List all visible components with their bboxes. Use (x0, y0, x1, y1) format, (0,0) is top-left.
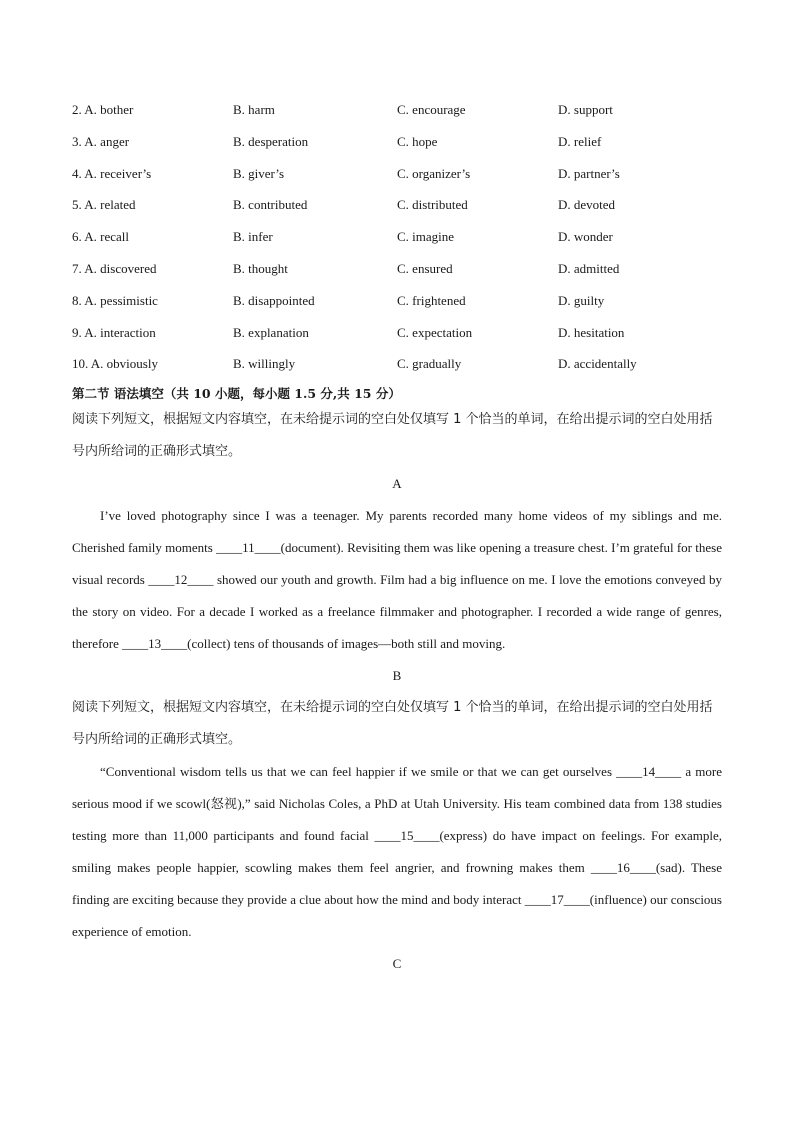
passage-b-instruction: 阅读下列短文，根据短文内容填空，在未给提示词的空白处仅填写 1 个恰当的单词，在给出提示词的空白处用括号内所给词的正确形式填空。 (72, 700, 713, 748)
option-d: D. support (558, 102, 613, 117)
option-d: D. accidentally (558, 356, 637, 372)
option-b: B. disappointed (233, 292, 315, 308)
option-row (72, 259, 722, 291)
option-d: D. partner’s (558, 165, 620, 181)
option-d: D. relief (558, 133, 602, 149)
option-c: C. imagine (397, 229, 455, 245)
option-row (72, 132, 722, 164)
option-row (72, 195, 722, 227)
option-a: 2. A. bother (72, 102, 134, 117)
option-a: 3. A. anger (72, 133, 130, 149)
option-a: 6. A. recall (72, 229, 130, 245)
option-c: C. hope (397, 133, 438, 149)
option-a: 4. A. receiver’s (72, 165, 152, 181)
option-b: B. willingly (233, 356, 296, 372)
option-c: C. organizer’s (397, 165, 471, 181)
passage-a-label: A (392, 476, 402, 492)
passage-a-text: I’ve loved photography since I was a teenager. My parents recorded many home videos of my siblings and me. Cherished family moments ____11____(document). Revisiting them was like opening a treasure chest. I’m grateful for these visual records ____12____ showed our youth and growth. Film had a big influence on me. I love the emotions conveyed by the story on video. For a decade I worked as a freelance filmmaker and photographer. I recorded a wide range of genres, therefore ____13____(collect) tens of thousands of images—both still and moving. (72, 508, 722, 652)
option-b: B. harm (233, 102, 275, 117)
passage-c-label: C (392, 956, 402, 972)
option-d: D. admitted (558, 260, 620, 276)
option-row (72, 323, 722, 355)
option-c: C. frightened (397, 292, 466, 308)
option-a: 5. A. related (72, 197, 136, 213)
option-b: B. desperation (233, 133, 309, 149)
option-d: D. devoted (558, 197, 616, 213)
option-row (72, 164, 722, 196)
option-c: C. ensured (397, 260, 453, 276)
option-row (72, 354, 722, 374)
option-c: C. gradually (397, 356, 462, 372)
option-d: D. wonder (558, 229, 613, 245)
option-b: B. infer (233, 229, 273, 245)
option-d: D. hesitation (558, 324, 625, 340)
passage-b-text: “Conventional wisdom tells us that we can feel happier if we smile or that we can get ourselves ____14____ a more serious mood if we scowl(怒视),” said Nicholas Coles, a PhD at Utah University. His team combined data from 138 studies testing more than 11,000 participants and found facial ____15____(express) do have impact on feelings. For example, smiling makes people happier, scowling makes them feel angrier, and frowning makes them ____16____(sad). These finding are exciting because they provide a clue about how the mind and body interact ____17____(influence) our conscious experience of emotion. (72, 764, 722, 940)
section-title: 第二节 语法填空（共 10 小题，每小题 1.5 分,共 15 分） (72, 386, 401, 402)
option-b: B. contributed (233, 197, 308, 213)
option-a: 8. A. pessimistic (72, 292, 158, 308)
option-row (72, 291, 722, 323)
option-c: C. expectation (397, 324, 473, 340)
option-d: D. guilty (558, 292, 605, 308)
worksheet-page (72, 100, 722, 980)
option-a: 10. A. obviously (72, 356, 158, 372)
option-c: C. distributed (397, 197, 468, 213)
instruction-text: 阅读下列短文，根据短文内容填空，在未给提示词的空白处仅填写 1 个恰当的单词，在给出提示词的空白处用括号内所给词的正确形式填空。 (72, 412, 713, 460)
option-b: B. explanation (233, 324, 309, 340)
option-a: 7. A. discovered (72, 260, 157, 276)
passage-b-label: B (392, 668, 402, 684)
option-b: B. giver’s (233, 165, 285, 181)
option-b: B. thought (233, 260, 288, 276)
option-a: 9. A. interaction (72, 324, 156, 340)
option-row (72, 227, 722, 259)
option-c: C. encourage (397, 102, 466, 117)
options-table (72, 100, 722, 374)
option-row (72, 100, 722, 132)
